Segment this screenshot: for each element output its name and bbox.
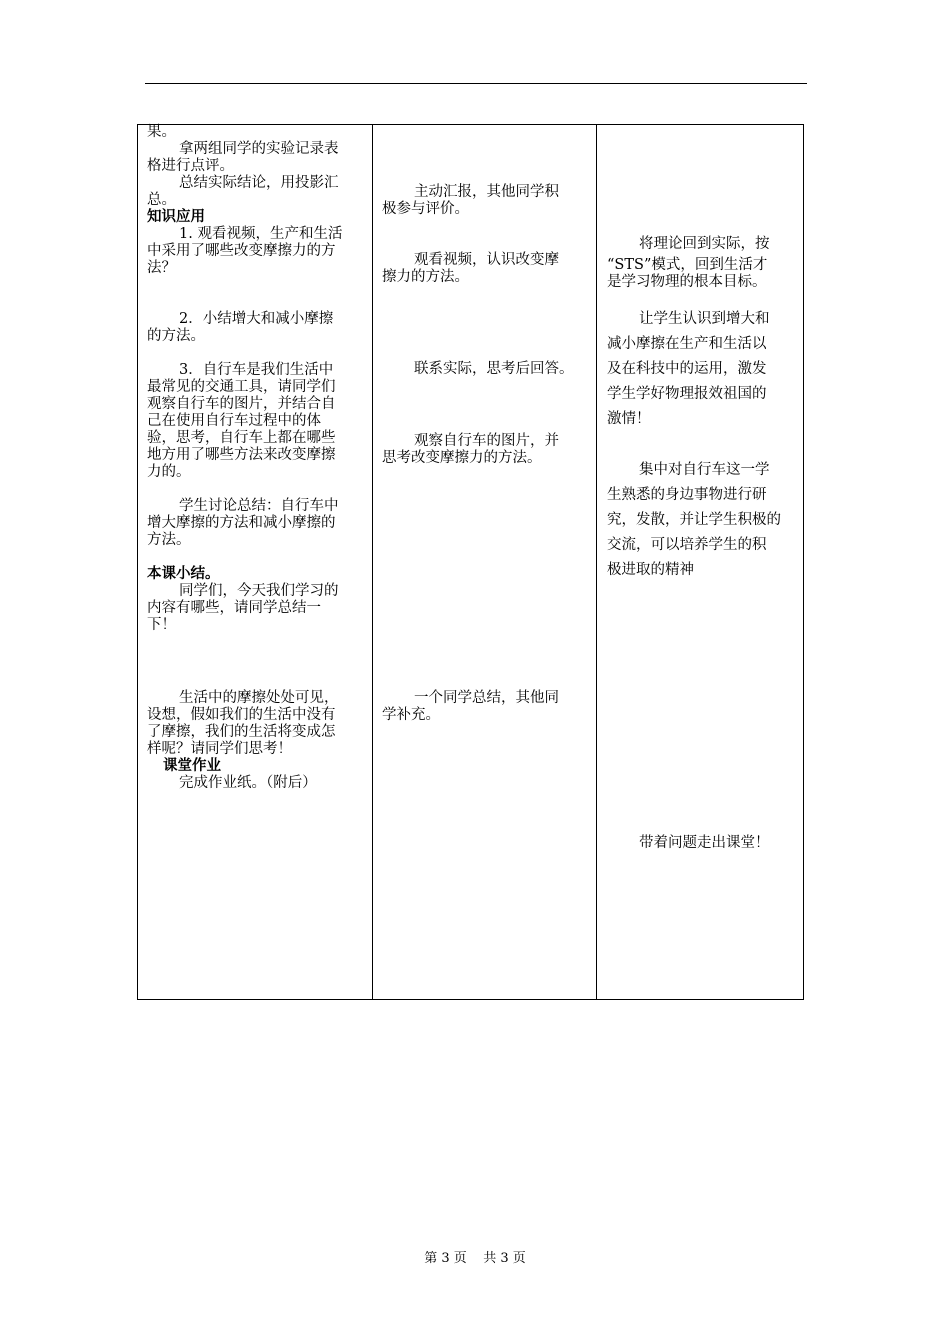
text-line: 增大摩擦的方法和减小摩擦的 xyxy=(147,515,336,531)
text-line: 样呢？请同学们思考！ xyxy=(147,741,292,757)
text-line: 了摩擦，我们的生活将变成怎 xyxy=(147,724,336,740)
text-line: 验，思考，自行车上都在哪些 xyxy=(147,430,336,446)
text-line: 极参与评价。 xyxy=(382,201,469,217)
text-line: 2．小结增大和减小摩擦 xyxy=(179,311,334,327)
text-line: 一个同学总结，其他同 xyxy=(414,690,559,706)
text-line: 格进行点评。 xyxy=(147,158,234,174)
section-heading-lesson-summary: 本课小结。 xyxy=(147,566,220,582)
text-line: “STS”模式，回到生活才 xyxy=(607,257,768,273)
text-line: 的方法。 xyxy=(147,328,205,344)
text-line: 是学习物理的根本目标。 xyxy=(607,274,767,290)
text-line: 总结实际结论，用投影汇 xyxy=(179,175,339,191)
text-line: 激情！ xyxy=(607,411,651,427)
text-line: 观察自行车的图片，并 xyxy=(414,433,559,449)
text-line: 究，发散，并让学生积极的 xyxy=(607,512,781,528)
text-line: 让学生认识到增大和 xyxy=(639,311,770,327)
text-line: 将理论回到实际，按 xyxy=(639,236,770,252)
text-line: 减小摩擦在生产和生活以 xyxy=(607,336,767,352)
text-line: 最常见的交通工具，请同学们 xyxy=(147,379,336,395)
text-line: 力的。 xyxy=(147,464,191,480)
text-line: 果。 xyxy=(147,124,176,140)
text-line: 生熟悉的身边事物进行研 xyxy=(607,487,767,503)
text-line: 观看视频，认识改变摩 xyxy=(414,252,559,268)
text-line: 总。 xyxy=(147,192,176,208)
header-rule xyxy=(145,83,807,84)
text-line: 观察自行车的图片，并结合自 xyxy=(147,396,336,412)
text-line: 生活中的摩擦处处可见， xyxy=(179,690,339,706)
text-line: 学生讨论总结：自行车中 xyxy=(179,498,339,514)
text-line: 方法。 xyxy=(147,532,191,548)
text-line: 学生学好物理报效祖国的 xyxy=(607,386,767,402)
text-line: 交流，可以培养学生的积 xyxy=(607,537,767,553)
text-line: 内容有哪些，请同学总结一 xyxy=(147,600,321,616)
text-line: 擦力的方法。 xyxy=(382,269,469,285)
text-line: 主动汇报，其他同学积 xyxy=(414,184,559,200)
text-line: 完成作业纸。（附后） xyxy=(179,775,317,791)
text-line: 及在科技中的运用，激发 xyxy=(607,361,767,377)
section-heading-knowledge-application: 知识应用 xyxy=(147,209,205,225)
column-divider xyxy=(596,125,597,999)
text-line: 拿两组同学的实验记录表 xyxy=(179,141,339,157)
text-line: 设想，假如我们的生活中没有 xyxy=(147,707,336,723)
text-line: 法？ xyxy=(147,260,176,276)
text-line: 下！ xyxy=(147,617,176,633)
column-divider xyxy=(372,125,373,999)
text-line: 思考改变摩擦力的方法。 xyxy=(382,450,542,466)
text-line: 学补充。 xyxy=(382,707,440,723)
text-line: 己在使用自行车过程中的体 xyxy=(147,413,321,429)
text-line: 3．自行车是我们生活中 xyxy=(179,362,334,378)
section-heading-homework: 课堂作业 xyxy=(163,758,221,774)
text-line: 地方用了哪些方法来改变摩擦 xyxy=(147,447,336,463)
text-line: 联系实际，思考后回答。 xyxy=(414,361,574,377)
text-line: 同学们，今天我们学习的 xyxy=(179,583,339,599)
page-footer: 第 3 页 共 3 页 xyxy=(424,1251,526,1266)
text-line: 集中对自行车这一学 xyxy=(639,462,770,478)
text-line: 1. 观看视频，生产和生活 xyxy=(179,226,343,242)
text-line: 中采用了哪些改变摩擦力的方 xyxy=(147,243,336,259)
text-line: 带着问题走出课堂！ xyxy=(639,835,770,851)
text-line: 极进取的精神 xyxy=(607,562,694,578)
